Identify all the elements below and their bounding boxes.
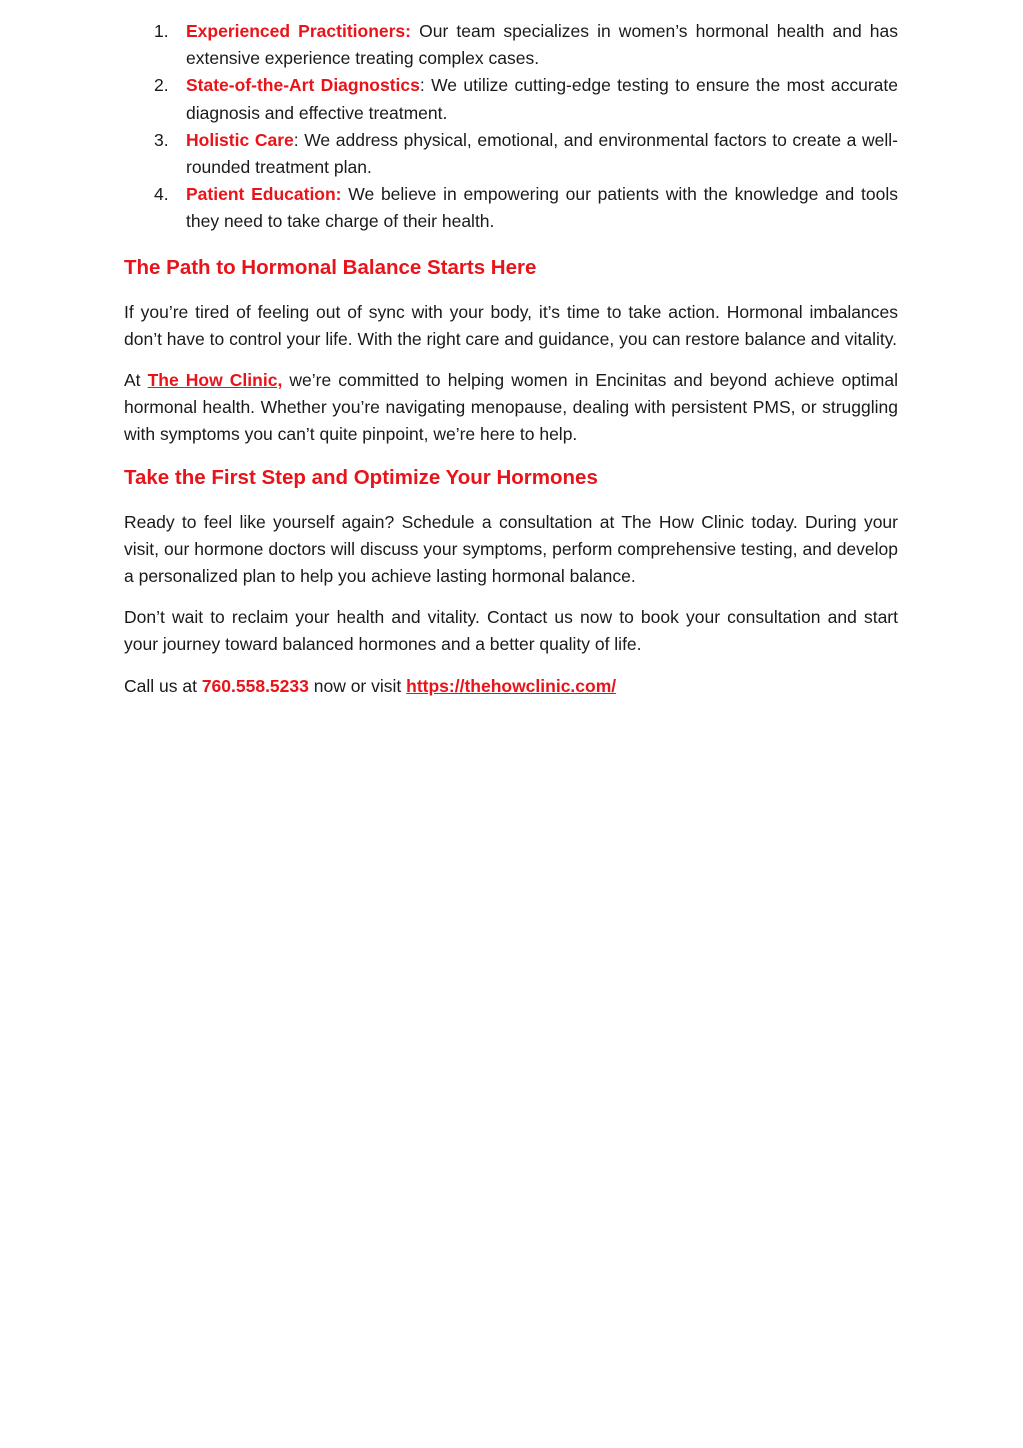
paragraph-out-of-sync: If you’re tired of feeling out of sync with your body, it’s time to take action. Hormonal imbalances don’t have to control your life. With the right care and guidance, you can restore balance and vitality.: [124, 301, 898, 349]
list-item-text: : We address physical, emotional, and environmental factors to create a well-rounded treatment plan.: [186, 129, 898, 178]
paragraph-dont-wait: Don’t wait to reclaim your health and vitality. Contact us now to book your consultation and start your journey toward balanced hormones and a better quality of life.: [124, 607, 898, 655]
list-item-title: Holistic Care: [186, 129, 294, 150]
list-item-title: State-of-the-Art Diagnostics: [186, 75, 420, 96]
section-heading-path: The Path to Hormonal Balance Starts Here: [124, 255, 537, 279]
list-item: [124, 181, 898, 235]
list-item-title: Experienced Practitioners:: [186, 21, 411, 41]
website-link[interactable]: https://thehowclinic.com/: [406, 675, 617, 696]
benefits-list: [124, 18, 898, 236]
paragraph-suffix: we’re committed to helping women in Encinitas and beyond achieve optimal hormonal health. Whether you’re navigating menopause, dealing with persistent PMS, or struggling with symptoms you can’t quite pinpoint, we’re here to help.: [124, 370, 898, 445]
paragraph-prefix: At: [124, 370, 148, 391]
call-mid: now or visit: [308, 675, 407, 696]
list-number: 3.: [154, 129, 169, 150]
list-number: 1.: [154, 21, 169, 41]
call-prefix: Call us at: [124, 675, 202, 696]
section-heading-first-step: Take the First Step and Optimize Your Hormones: [124, 465, 598, 489]
list-item-title: Patient Education:: [186, 184, 342, 205]
list-number: 4.: [154, 184, 169, 205]
call-to-action: [124, 673, 898, 700]
how-clinic-link[interactable]: The How Clinic,: [147, 370, 283, 391]
paragraph-ready: Ready to feel like yourself again? Schedule a consultation at The How Clinic today. During your visit, our hormone doctors will discuss your symptoms, perform comprehensive testing, and develop a personalized plan to help you achieve lasting hormonal balance.: [124, 511, 898, 587]
list-item: [124, 18, 898, 72]
phone-number[interactable]: 760.558.5233: [201, 675, 309, 696]
paragraph-committed: [124, 367, 898, 449]
list-item: [124, 127, 898, 181]
list-item-text: Our team specializes in women’s hormonal health and has extensive experience treating complex cases.: [186, 21, 899, 69]
list-item: [124, 72, 898, 126]
list-number: 2.: [154, 75, 169, 96]
list-item-text: : We utilize cutting-edge testing to ensure the most accurate diagnosis and effective treatment.: [186, 75, 898, 123]
list-item-text: We believe in empowering our patients with the knowledge and tools they need to take charge of their health.: [186, 184, 898, 232]
document-page: [124, 18, 898, 700]
